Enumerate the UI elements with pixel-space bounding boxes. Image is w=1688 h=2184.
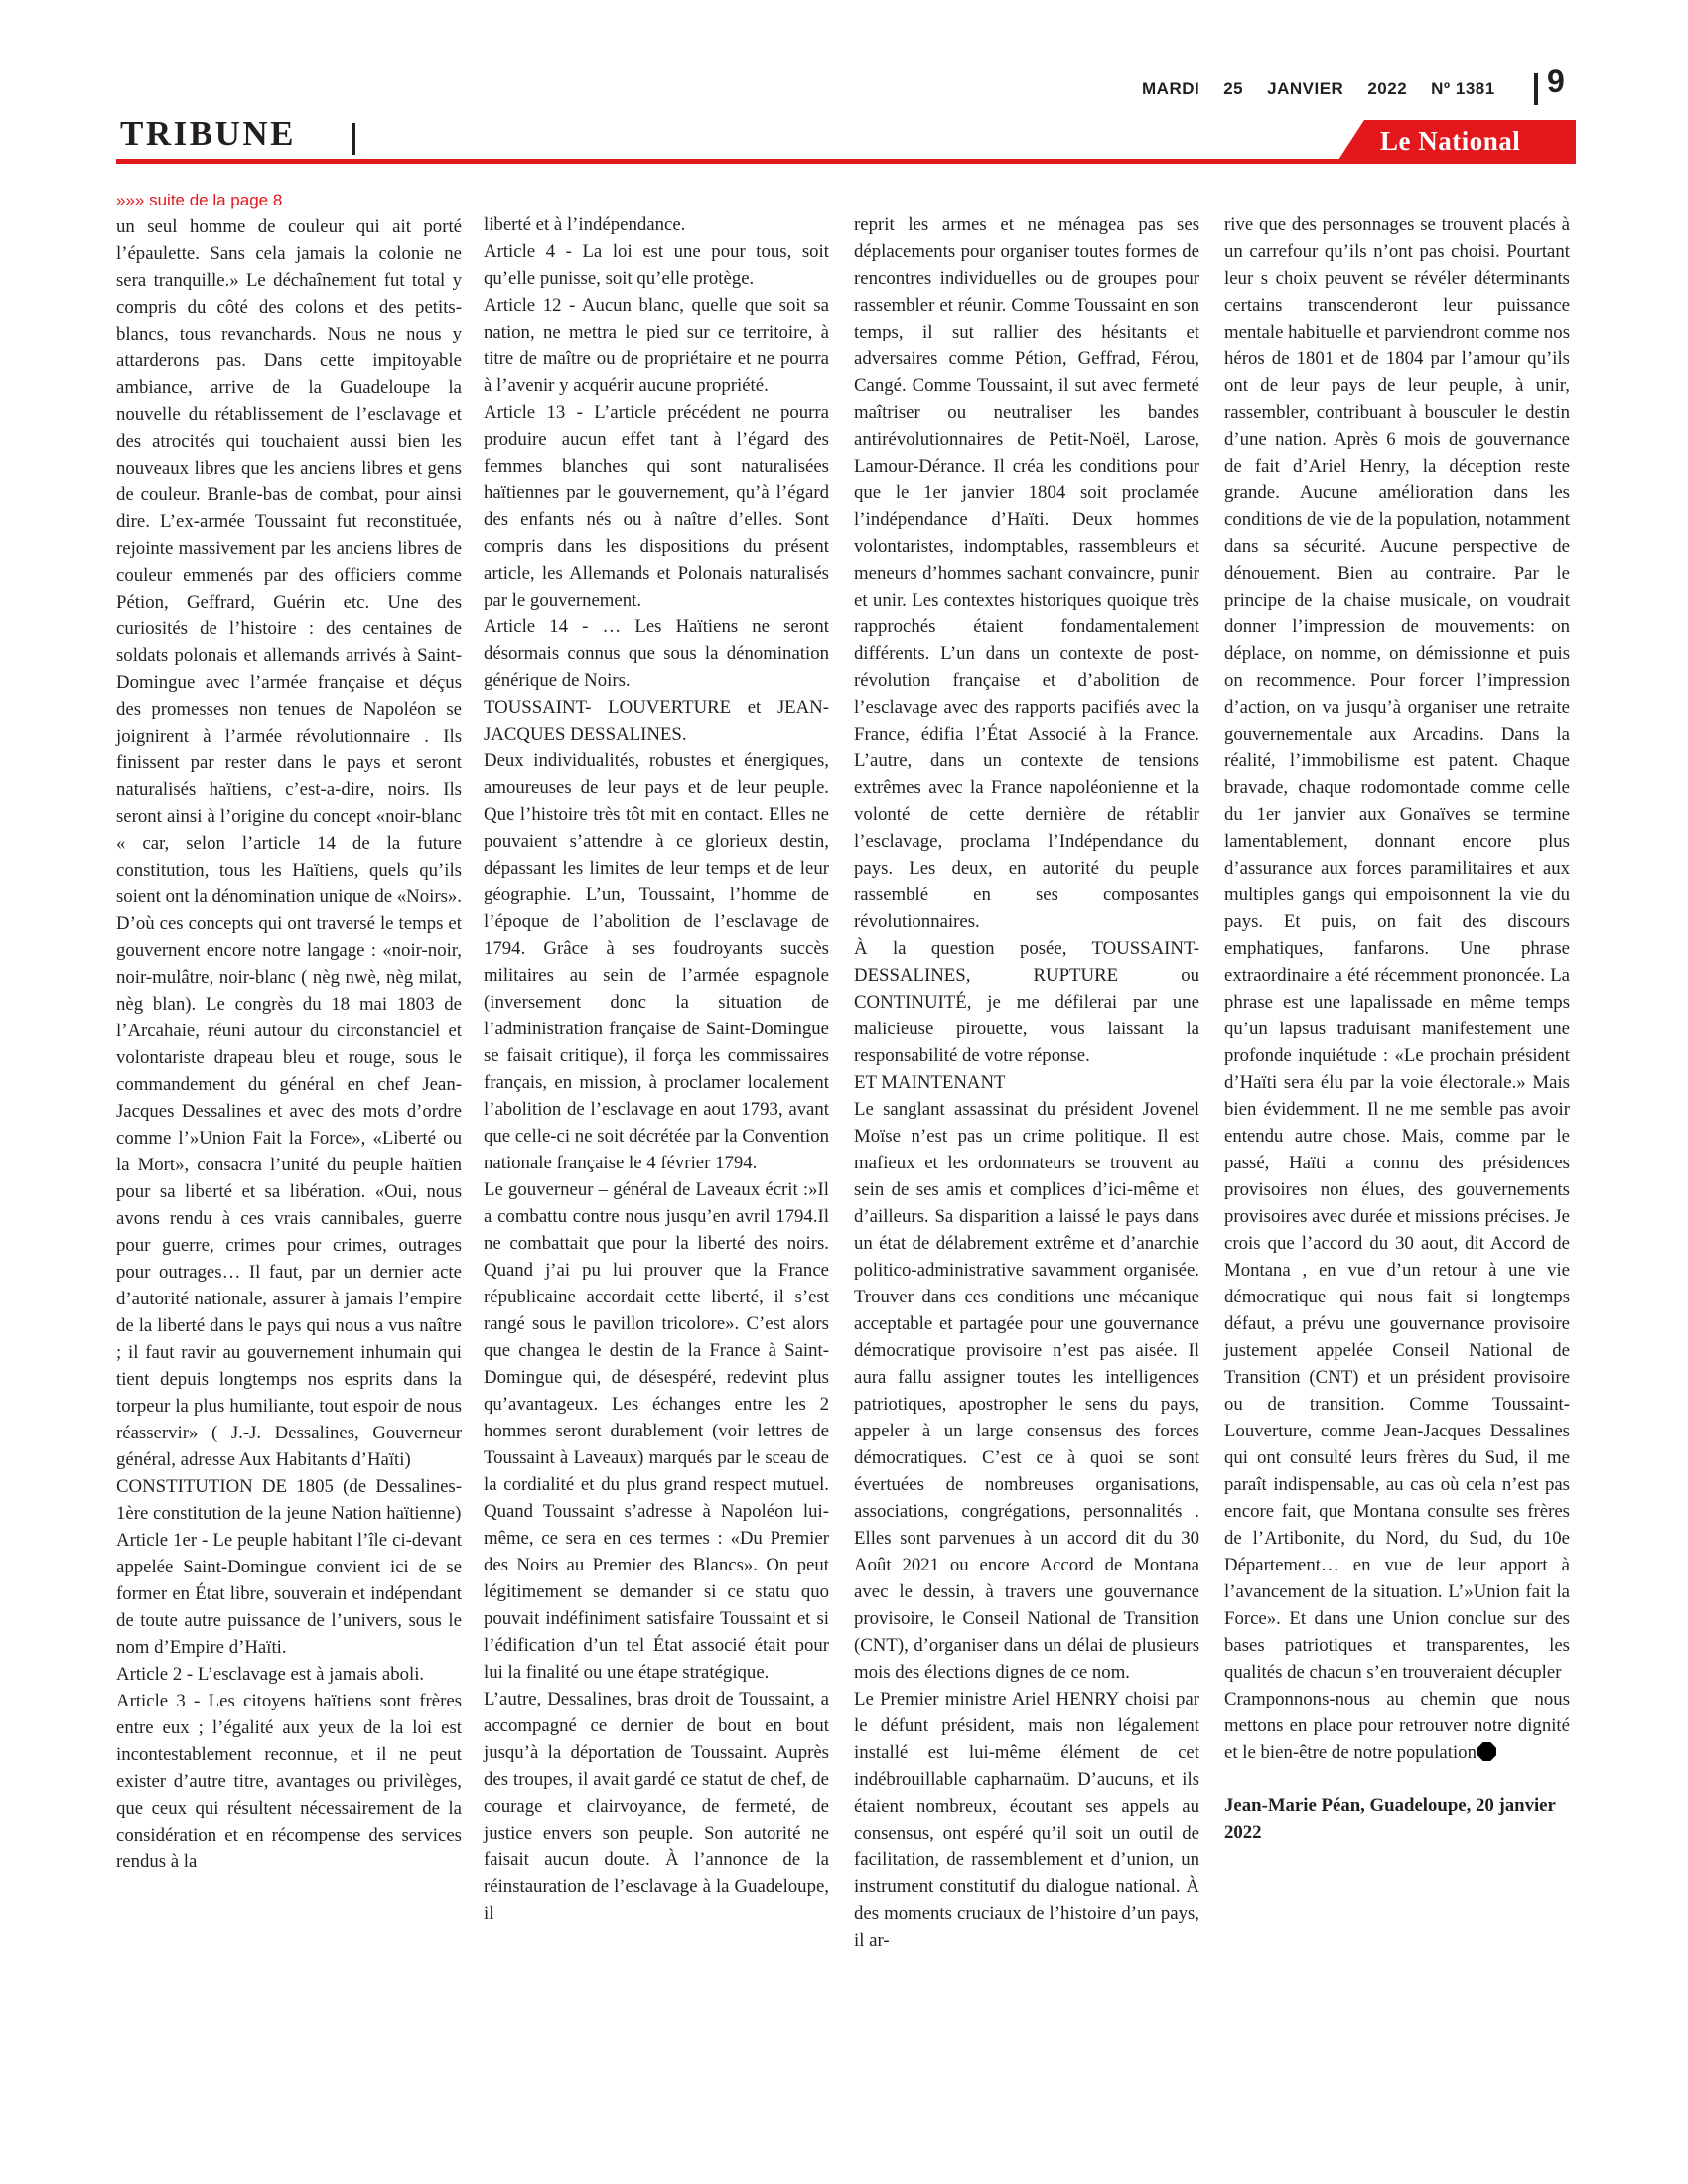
column-2-paragraph-3: Article 12 - Aucun blanc, quelle que soit sa nation, ne mettra le pied sur ce territoire, à titre de maître ou de propriétaire et ne pourra à l’avenir y acquérir aucune propriété. xyxy=(484,295,829,396)
column-1-paragraph-5: Article 3 - Les citoyens haïtiens sont frères entre eux ; l’égalité aux yeux de la loi est incontestablement reconnue, et il ne peut exister d’autre titre, avantages ou privilèges, que ceux qui résultent nécessairement de la considération et en récompense des services rendus à la xyxy=(116,1691,462,1872)
issue-month: JANVIER xyxy=(1267,79,1344,98)
column-2-paragraph-9: L’autre, Dessalines, bras droit de Toussaint, a accompagné ce dernier de bout en bout jusqu’à la déportation de Toussaint. Auprès des troupes, il avait gardé ce statut de chef, de courage et clairvoyance, de fermeté, de justice envers son peuple. Son autorité ne faisait aucun doute. À l’annonce de la réinstauration de l’esclavage à la Guadeloupe, il xyxy=(484,1689,829,1924)
article-column-2 xyxy=(484,211,829,1927)
page-number: 9 xyxy=(1547,64,1565,99)
column-2-paragraph-7: Deux individualités, robustes et énergiques, amoureuses de leur pays et de leur peuple. Que l’histoire très tôt mit en contact. Elles ne pouvaient s’attendre à ce glorieux destin, dépassant les limites de leur temps et de leur géographie. L’un, Toussaint, l’homme de l’époque de l’abolition de l’esclavage de 1794. Grâce à ses foudroyants succès militaires au sein de l’armée espagnole (inversement donc la situation de l’administration française de Saint-Domingue se faisait critique), il força les commissaires français, en mission, à proclamer localement l’abolition de l’esclavage en aout 1793, avant que celle-ci ne soit décrétée par la Convention nationale française le 4 février 1794. xyxy=(484,751,829,1173)
column-2-paragraph-5: Article 14 - … Les Haïtiens ne seront désormais connus que sous la dénomination générique de Noirs. xyxy=(484,616,829,691)
section-title-divider xyxy=(352,123,355,155)
issue-date-number: 25 xyxy=(1223,79,1244,98)
continued-from-label: »»» suite de la page 8 xyxy=(116,191,283,209)
issue-date xyxy=(1142,79,1495,99)
issue-year: 2022 xyxy=(1367,79,1408,98)
page-number-divider xyxy=(1534,73,1538,105)
issue-number: Nº 1381 xyxy=(1431,79,1495,98)
column-3-paragraph-2: À la question posée, TOUSSAINT-DESSALINES, RUPTURE ou CONTINUITÉ, je me défilerai par une malicieuse pirouette, vous laissant la responsabilité de votre réponse. xyxy=(854,938,1199,1066)
column-3-paragraph-3: Le sanglant assassinat du président Jovenel Moïse n’est pas un crime politique. Il est mafieux et les ordonnateurs se trouvent au sein de ses amis et complices d’ici-même et d’ailleurs. Sa disparition a laissé le pays dans un état de délabrement extrême et d’anarchie politico-administrative savamment organisée. Trouver dans ces conditions une mécanique acceptable et partagée pour une gouvernance démocratique provisoire n’est pas aisée. Il aura fallu assigner toutes les intelligences patriotiques, apostropher le sens du pays, appeler à un large consensus des forces démocratiques. C’est ce à quoi se sont évertuées de nombreuses organisations, associations, congrégations, personnalités . Elles sont parvenues à un accord dit du 30 Août 2021 ou encore Accord de Montana avec le dessin, à travers une gouvernance provisoire, le Conseil National de Transition (CNT), d’organiser dans un délai de plusieurs mois des élections dignes de ce nom. xyxy=(854,1099,1199,1683)
article-column-1 xyxy=(116,213,462,1875)
article-column-3 xyxy=(854,211,1199,1954)
column-1-paragraph-3: Article 1er - Le peuple habitant l’île ci-devant appelée Saint-Domingue convient ici de se former en État libre, souverain et indépendant de toute autre puissance de l’univers, sous le nom d’Empire d’Haïti. xyxy=(116,1530,462,1658)
column-2-paragraph-2: Article 4 - La loi est une pour tous, soit qu’elle punisse, soit qu’elle protège. xyxy=(484,241,829,289)
section-title: TRIBUNE xyxy=(120,114,296,153)
column-2-paragraph-4: Article 13 - L’article précédent ne pourra produire aucun effet tant à l’égard des femmes blanches qui sont naturalisées haïtiennes par le gouvernement, qu’à l’égard des enfants nés ou à naître d’elles. Sont compris dans les dispositions du présent article, les Allemands et Polonais naturalisés par le gouvernement. xyxy=(484,402,829,611)
column-3-paragraph-4: Le Premier ministre Ariel HENRY choisi par le défunt président, mais non légalement installé est lui-même élément de cet indébrouillable capharnaüm. D’aucuns, et ils étaient nombreux, écoutant ses appels au consensus, ont espéré qu’il soit un outil de facilitation, de rassemblement et d’union, un instrument constitutif du dialogue national. À des moments cruciaux de l’histoire d’un pays, il ar- xyxy=(854,1689,1199,1951)
end-mark-icon xyxy=(1477,1742,1496,1761)
column-2-paragraph-8: Le gouverneur – général de Laveaux écrit :»Il a combattu contre nous jusqu’en avril 1794.Il ne combattait que pour la liberté des noirs. Quand j’ai pu lui prouver que la France républicaine accordait cette liberté, il s’est rangé sous le pavillon tricolore». C’est alors que changea le destin de la France à Saint-Domingue qui, de désespéré, redevint plus qu’avantageux. Les échanges entre les 2 hommes seront durablement (voir lettres de Toussaint à Laveaux) marqués par le sceau de la cordialité et du plus grand respect mutuel. Quand Toussaint s’adresse à Napoléon lui-même, ce sera en ces termes : «Du Premier des Noirs au Premier des Blancs». On peut légitimement se demander si ce statu quo pouvait indéfiniment satisfaire Toussaint et si l’édification d’un tel État associé était pour lui la finalité ou une étape stratégique. xyxy=(484,1179,829,1683)
column-1-paragraph-4: Article 2 - L’esclavage est à jamais aboli. xyxy=(116,1664,425,1685)
column-4-closing-text: Cramponnons-nous au chemin que nous mettons en place pour retrouver notre dignité et le bien-être de notre population xyxy=(1224,1689,1570,1763)
column-2-paragraph-1: liberté et à l’indépendance. xyxy=(484,214,686,235)
masthead-title: Le National xyxy=(1380,126,1521,156)
author-signature: Jean-Marie Péan, Guadeloupe, 20 janvier 2022 xyxy=(1224,1795,1556,1843)
column-3-subheading: ET MAINTENANT xyxy=(854,1072,1006,1093)
article-column-4 xyxy=(1224,211,1570,1845)
column-4-paragraph-1: rive que des personnages se trouvent placés à un carrefour qu’ils n’ont pas choisi. Pourtant leur s choix peuvent se révéler déterminants certains transcenderont leur puissance mentale habituelle et parviendront comme nos héros de 1801 et de 1804 par l’amour qu’ils ont de leur pays de leur peuple, à unir, rassembler, contribuant à bousculer le destin d’une nation. Après 6 mois de gouvernance de fait d’Ariel Henry, la déception reste grande. Aucune amélioration dans les conditions de vie de la population, notamment dans sa sécurité. Aucune perspective de dénouement. Bien au contraire. Par le principe de la chaise musicale, on voudrait donner l’impression de mouvements: on déplace, on nomme, on démissionne et puis on recommence. Pour forcer l’impression d’action, on va jusqu’à organiser une retraite gouvernementale aux Arcadins. Dans la réalité, l’immobilisme est patent. Chaque bravade, chaque rodomontade comme celle du 1er janvier aux Gonaïves se termine lamentablement, donnant encore plus d’assurance aux forces paramilitaires et aux multiples gangs qui empoisonnent la vie du pays. Et puis, on fait des discours emphatiques, fanfarons. Une phrase extraordinaire a été récemment prononcée. La phrase est une lapalissade en même temps qu’un lapsus traduisant manifestement une profonde inquiétude : «Le prochain président d’Haïti sera élu par la voie électorale.» Mais bien évidemment. Il ne me semble pas avoir entendu autre chose. Mais, comme par le passé, Haïti a connu des présidences provisoires non élues, des gouvernements provisoires avec durée et missions précises. Je crois que l’accord du 30 aout, dit Accord de Montana , en vue d’un retour à une vie démocratique qui nous fait si longtemps défaut, a prévu une gouvernance provisoire justement appelée Conseil National de Transition (CNT) et un président provisoire ou de transition. Comme Toussaint-Louverture, comme Jean-Jacques Dessalines qui ont consulté leurs frères du Sud, il me paraît indispensable, au cas où cela n’est pas encore fait, que Montana consulte ses frères de l’Artibonite, du Nord, du Sud, du 10e Département… en vue de leur apport à l’avancement de la situation. L’»Union fait la Force». Et dans une Union conclue sur des bases patriotiques et transparentes, les qualités de chacun s’en trouveraient décupler xyxy=(1224,214,1570,1683)
column-3-paragraph-1: reprit les armes et ne ménagea pas ses déplacements pour organiser toutes formes de rencontres individuelles ou de groupes pour rassembler et réunir. Comme Toussaint en son temps, il sut rallier des hésitants et adversaires comme Pétion, Geffrad, Férou, Cangé. Comme Toussaint, il sut avec fermeté maîtriser ou neutraliser les bandes antirévolutionnaires de Petit-Noël, Larose, Lamour-Dérance. Il créa les conditions pour que le 1er janvier 1804 soit proclamée l’indépendance d’Haïti. Deux hommes volontaristes, indomptables, rassembleurs et meneurs d’hommes sachant convaincre, punir et unir. Les contextes historiques quoique très rapprochés étaient fondamentalement différents. L’un dans un contexte de post-révolution française et d’abolition de l’esclavage avec des rapports pacifiés avec la France, édifia l’État Associé à la France. L’autre, dans un contexte de tensions extrêmes avec la France napoléonienne et la volonté de cette dernière de rétablir l’esclavage, proclama l’Indépendance du pays. Les deux, en autorité du peuple rassemblé en ses composantes révolutionnaires. xyxy=(854,214,1199,932)
column-1-paragraph-2: CONSTITUTION DE 1805 (de Dessalines- 1ère constitution de la jeune Nation haïtienne) xyxy=(116,1476,462,1524)
column-2-paragraph-6: TOUSSAINT- LOUVERTURE et JEAN-JACQUES DESSALINES. xyxy=(484,697,829,745)
issue-day: MARDI xyxy=(1142,79,1200,98)
column-1-paragraph-1: un seul homme de couleur qui ait porté l’épaulette. Sans cela jamais la colonie ne sera tranquille.» Le déchaînement fut total y compris du côté des colons et des petits-blancs, tous revanchards. Nous ne nous y attarderons pas. Dans cette impitoyable ambiance, arrive de la Guadeloupe la nouvelle du rétablissement de l’esclavage et des atrocités qui touchaient aussi bien les nouveaux libres que les anciens libres et gens de couleur. Branle-bas de combat, pour ainsi dire. L’ex-armée Toussaint fut reconstituée, rejointe massivement par les anciens libres de couleur emmenés par des officiers comme Pétion, Geffrard, Guérin etc. Une des curiosités de l’histoire : des centaines de soldats polonais et allemands arrivés à Saint-Domingue avec l’armée française et déçus des promesses non tenues de Napoléon se joignirent à l’armée révolutionnaire . Ils finissent par rester dans le pays et seront naturalisés haïtiens, c’est-a-dire, noirs. Ils seront ainsi à l’origine du concept «noir-blanc « car, selon l’article 14 de la future constitution, tous les Haïtiens, quels qu’ils soient ont la dénomination unique de «Noirs». D’où ces concepts qui ont traversé le temps et gouvernent encore notre langage : «noir-noir, noir-mulâtre, noir-blanc ( nèg nwè, nèg milat, nèg blan). Le congrès du 18 mai 1803 de l’Arcahaie, réuni autour du circonstanciel et volontariste drapeau bleu et rouge, sous le commandement du général en chef Jean-Jacques Dessalines et avec des mots d’ordre comme l’»Union Fait la Force», «Liberté ou la Mort», consacra l’unité du peuple haïtien pour sa liberté et sa libération. «Oui, nous avons rendu à ces vrais cannibales, guerre pour guerre, crimes pour crimes, outrages pour outrages… Il faut, par un dernier acte d’autorité nationale, assurer à jamais l’empire de la liberté dans le pays qui nous a vus naître ; il faut ravir au gouvernement inhumain qui tient depuis longtemps nos esprits dans la torpeur la plus humiliante, tout espoir de nous réasservir» ( J.-J. Dessalines, Gouverneur général, adresse Aux Habitants d’Haïti) xyxy=(116,216,462,1470)
column-4-closing-paragraph xyxy=(1224,1686,1570,1766)
